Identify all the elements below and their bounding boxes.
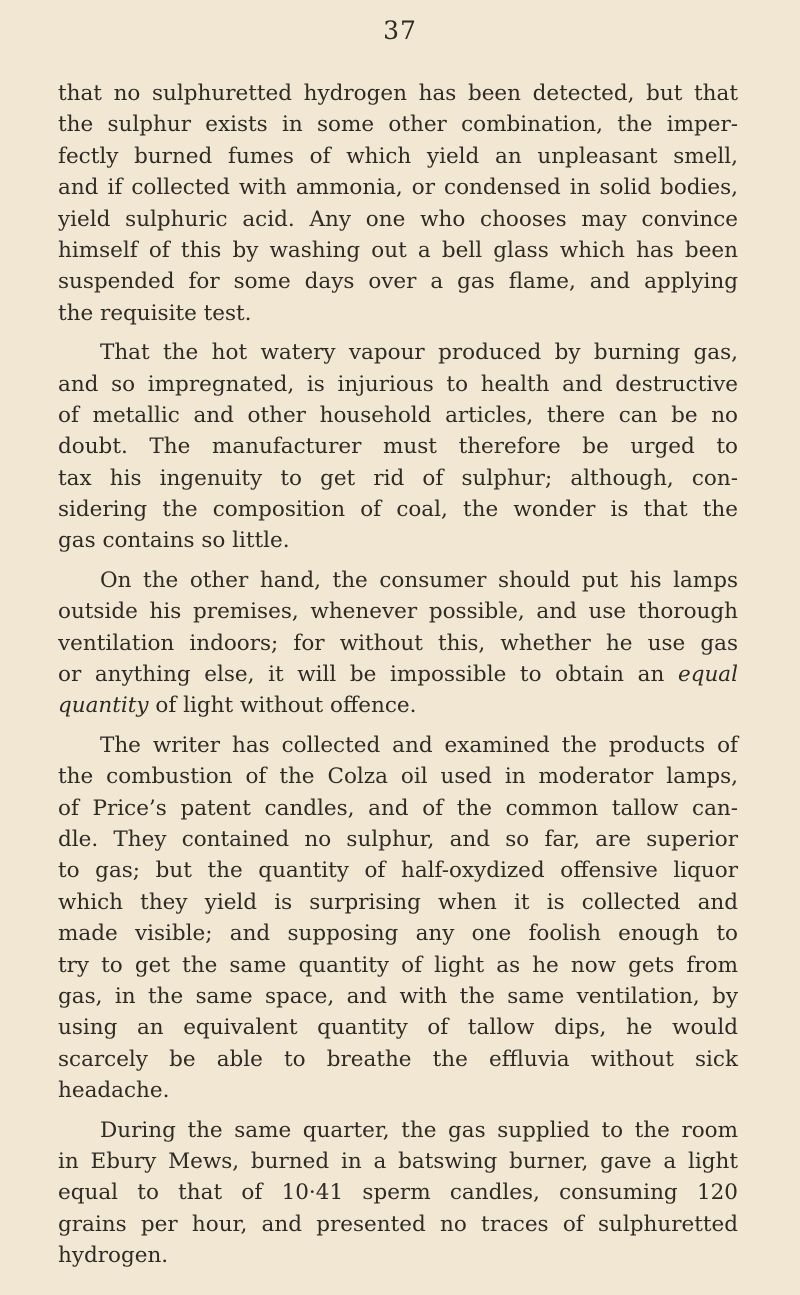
body-text (58, 78, 738, 1271)
italic-text: equal (677, 662, 738, 688)
text-line: hydrogen. (58, 1243, 169, 1269)
text-line: made visible; and supposing any one foolish enough to (58, 921, 738, 947)
text-line: That the hot watery vapour produced by burning gas, (100, 340, 738, 366)
text-line: the sulphur exists in some other combination, the imper- (58, 112, 738, 138)
text-line: headache. (58, 1078, 170, 1104)
text-line (58, 659, 738, 690)
text-line: gas, in the same space, and with the same ventilation, by (58, 983, 738, 1009)
text-line: and so impregnated, is injurious to health and destructive (58, 371, 738, 397)
text-line: sidering the composition of coal, the wonder is that the (58, 497, 738, 523)
text-line: doubt. The manufacturer must therefore be urged to (58, 434, 738, 460)
text-segment: of light without offence. (155, 693, 417, 719)
text-line: of Price’s patent candles, and of the common tallow can- (58, 795, 738, 821)
text-line: equal to that of 10·41 sperm candles, consuming 120 (58, 1180, 738, 1206)
paragraph-1 (58, 78, 738, 329)
text-line: outside his premises, whenever possible, and use thorough (58, 599, 738, 625)
text-line: The writer has collected and examined the products of (100, 732, 738, 758)
italic-text: quantity (58, 693, 149, 719)
text-line: grains per hour, and presented no traces of sulphuretted (58, 1211, 738, 1237)
text-line: the requisite test. (58, 300, 252, 326)
paragraph-4 (58, 730, 738, 1107)
text-line: in Ebury Mews, burned in a batswing burner, gave a light (58, 1148, 738, 1174)
text-line: gas contains so little. (58, 528, 290, 554)
text-line: himself of this by washing out a bell glass which has been (58, 237, 738, 263)
text-line: the combustion of the Colza oil used in moderator lamps, (58, 764, 738, 790)
text-line: yield sulphuric acid. Any one who chooses may convince (58, 206, 738, 232)
text-segment: or anything else, it will be impossible to obtain an (58, 662, 665, 688)
text-line: On the other hand, the consumer should put his lamps (100, 567, 738, 593)
text-line: try to get the same quantity of light as he now gets from (58, 952, 738, 978)
text-line: and if collected with ammonia, or condensed in solid bodies, (58, 175, 738, 201)
text-line: using an equivalent quantity of tallow dips, he would (58, 1015, 738, 1041)
text-line: to gas; but the quantity of half-oxydized offensive liquor (58, 858, 738, 884)
text-line: of metallic and other household articles, there can be no (58, 402, 738, 428)
text-line: fectly burned fumes of which yield an unpleasant smell, (58, 143, 738, 169)
page-number: 37 (383, 16, 417, 45)
text-line: suspended for some days over a gas flame, and applying (58, 269, 738, 295)
text-line: which they yield is surprising when it is collected and (58, 889, 738, 915)
text-line (58, 690, 738, 721)
paragraph-2 (58, 337, 738, 557)
text-line: that no sulphuretted hydrogen has been detected, but that (58, 81, 738, 106)
text-line: tax his ingenuity to get rid of sulphur; although, con- (58, 465, 738, 491)
text-line: scarcely be able to breathe the effluvia without sick (58, 1046, 738, 1072)
paragraph-5 (58, 1115, 738, 1272)
text-line: ventilation indoors; for without this, whether he use gas (58, 630, 738, 656)
text-line: During the same quarter, the gas supplied to the room (100, 1117, 738, 1143)
paragraph-3 (58, 565, 738, 722)
text-line: dle. They contained no sulphur, and so far, are superior (58, 826, 738, 852)
